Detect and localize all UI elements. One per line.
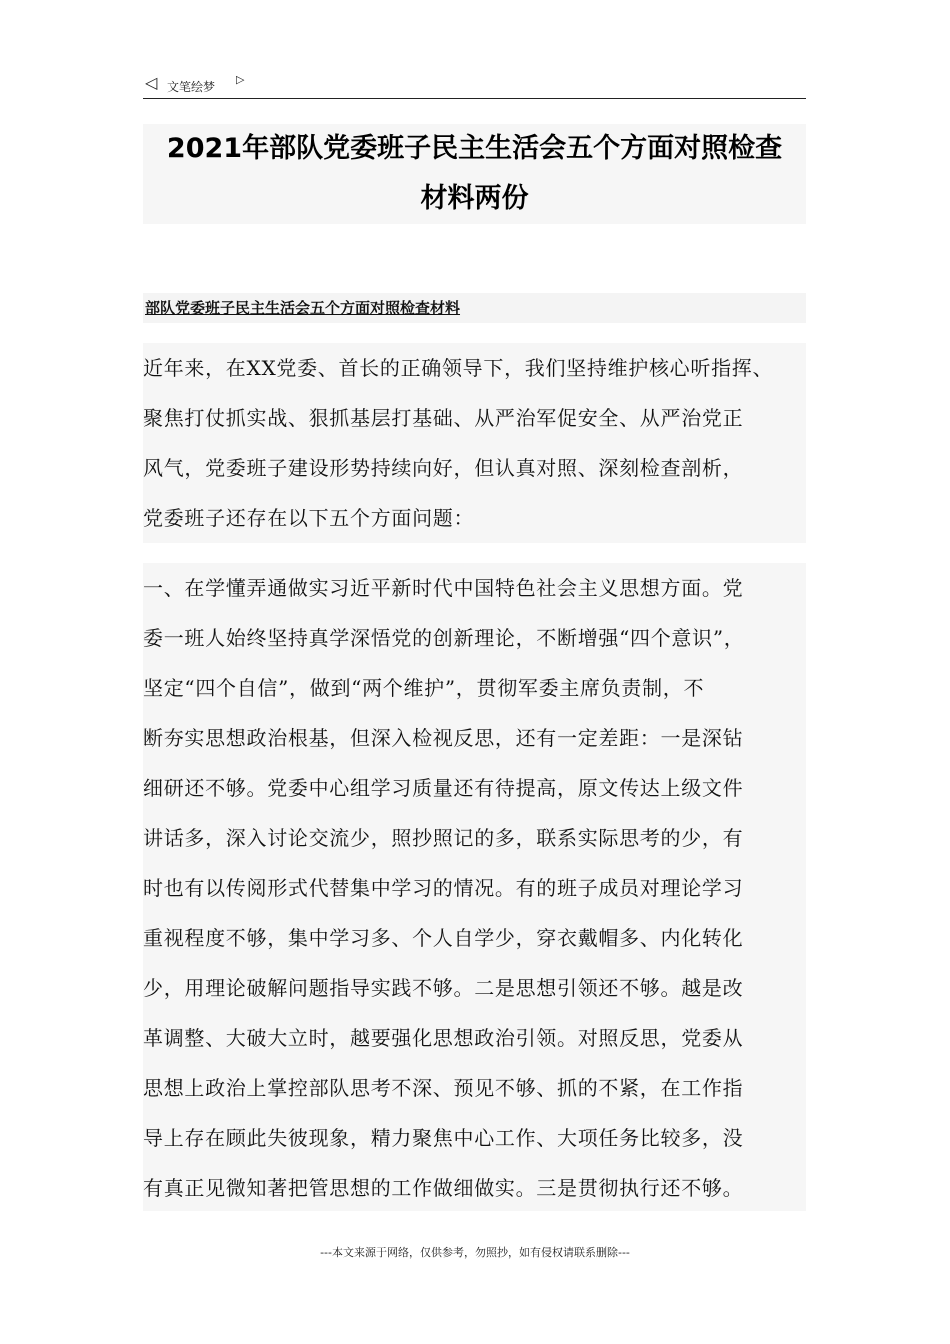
text-line: 一、在学懂弄通做实习近平新时代中国特色社会主义思想方面。党 <box>143 576 744 600</box>
text-line: 少，用理论破解问题指导实践不够。二是思想引领还不够。越是改 <box>143 976 744 1000</box>
section-subtitle <box>143 293 806 323</box>
text-line: 委一班人始终坚持真学深悟党的创新理论，不断增强“四个意识”， <box>143 626 745 650</box>
title-line: 材料两份 <box>420 183 529 214</box>
paragraph-section-one <box>143 563 806 1211</box>
text-line: 断夯实思想政治根基，但深入检视反思，还有一定差距：一是深钻 <box>143 726 744 750</box>
document-title <box>143 124 806 224</box>
text-line: 思想上政治上掌控部队思考不深、预见不够、抓的不紧，在工作指 <box>143 1076 744 1100</box>
text-line: 近年来，在XX党委、首长的正确领导下，我们坚持维护核心听指挥、 <box>143 356 774 380</box>
triangle-left-icon: ◁ <box>145 73 158 92</box>
text-line: 讲话多，深入讨论交流少，照抄照记的多，联系实际思考的少，有 <box>143 826 744 850</box>
text-line: 时也有以传阅形式代替集中学习的情况。有的班子成员对理论学习 <box>143 876 744 900</box>
text-line: 重视程度不够，集中学习多、个人自学少，穿衣戴帽多、内化转化 <box>143 926 744 950</box>
text-line: 聚焦打仗抓实战、狠抓基层打基础、从严治军促安全、从严治党正 <box>143 406 744 430</box>
text-line: 导上存在顾此失彼现象，精力聚焦中心工作、大项任务比较多，没 <box>143 1126 744 1150</box>
page-footer: ---本文来源于网络，仅供参考，勿照抄，如有侵权请联系删除--- <box>320 1246 630 1259</box>
text-line: 党委班子还存在以下五个方面问题： <box>143 506 475 530</box>
text-line: 风气，党委班子建设形势持续向好，但认真对照、深刻检查剖析， <box>143 456 744 480</box>
title-line: 2021年部队党委班子民主生活会五个方面对照检查 <box>166 133 783 164</box>
page-header <box>143 72 806 99</box>
triangle-right-icon: ▷ <box>236 73 245 86</box>
header-brand: 文笔绘梦 <box>167 80 216 94</box>
text-line: 坚定“四个自信”，做到“两个维护”，贯彻军委主席负责制，不 <box>143 676 705 700</box>
text-line: 有真正见微知著把管思想的工作做细做实。三是贯彻执行还不够。 <box>143 1176 744 1200</box>
subtitle-text: 部队党委班子民主生活会五个方面对照检查材料 <box>145 299 461 317</box>
paragraph-intro <box>143 343 806 543</box>
text-line: 细研还不够。党委中心组学习质量还有待提高，原文传达上级文件 <box>143 776 744 800</box>
text-line: 革调整、大破大立时，越要强化思想政治引领。对照反思，党委从 <box>143 1026 744 1050</box>
